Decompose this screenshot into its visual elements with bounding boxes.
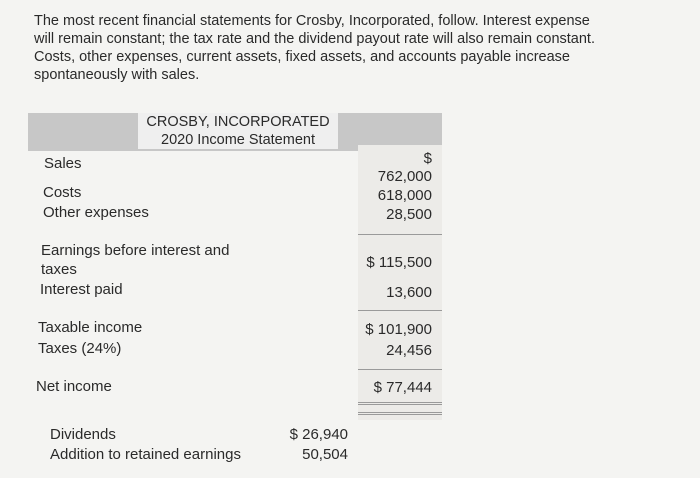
costs-value: 618,000 — [377, 187, 432, 204]
subtotal-rule — [358, 369, 442, 370]
intro-line: The most recent financial statements for Crosby, Incorporated, follow. Interest expense — [34, 13, 590, 29]
total-double-rule — [358, 402, 442, 405]
sales-value: 762,000 — [377, 168, 432, 185]
retained-earnings-value: 50,504 — [302, 446, 348, 463]
taxes-value: 24,456 — [386, 342, 432, 359]
problem-intro — [34, 12, 670, 84]
interest-paid-label: Interest paid — [40, 281, 123, 298]
net-income-label: Net income — [36, 378, 112, 395]
sales-dollar-sign: $ — [423, 150, 432, 167]
intro-line: will remain constant; the tax rate and the dividend payout rate will also remain constant. — [34, 31, 595, 47]
intro-line: Costs, other expenses, current assets, fixed assets, and accounts payable increase — [34, 49, 570, 65]
interest-paid-value: 13,600 — [386, 284, 432, 301]
ebit-label-cont: taxes — [41, 261, 77, 278]
taxes-label: Taxes (24%) — [38, 340, 122, 357]
statement-title: 2020 Income Statement — [138, 131, 338, 149]
intro-line: spontaneously with sales. — [34, 67, 200, 83]
subtotal-rule — [358, 234, 442, 235]
other-expenses-label: Other expenses — [43, 204, 149, 221]
taxable-income-label: Taxable income — [38, 319, 143, 336]
subtotal-rule — [358, 310, 442, 311]
company-name: CROSBY, INCORPORATED — [138, 113, 338, 131]
other-expenses-value: 28,500 — [386, 206, 432, 223]
dividends-label: Dividends — [50, 426, 116, 443]
ebit-value: $ 115,500 — [366, 254, 432, 271]
dividends-value: $ 26,940 — [289, 426, 348, 443]
taxable-income-value: $ 101,900 — [365, 321, 432, 338]
net-income-value: $ 77,444 — [373, 379, 432, 396]
statement-header — [138, 113, 338, 149]
costs-label: Costs — [43, 184, 82, 201]
total-double-rule — [358, 412, 442, 415]
sales-label: Sales — [44, 155, 82, 172]
retained-earnings-label: Addition to retained earnings — [50, 446, 241, 463]
ebit-label: Earnings before interest and — [41, 242, 230, 259]
